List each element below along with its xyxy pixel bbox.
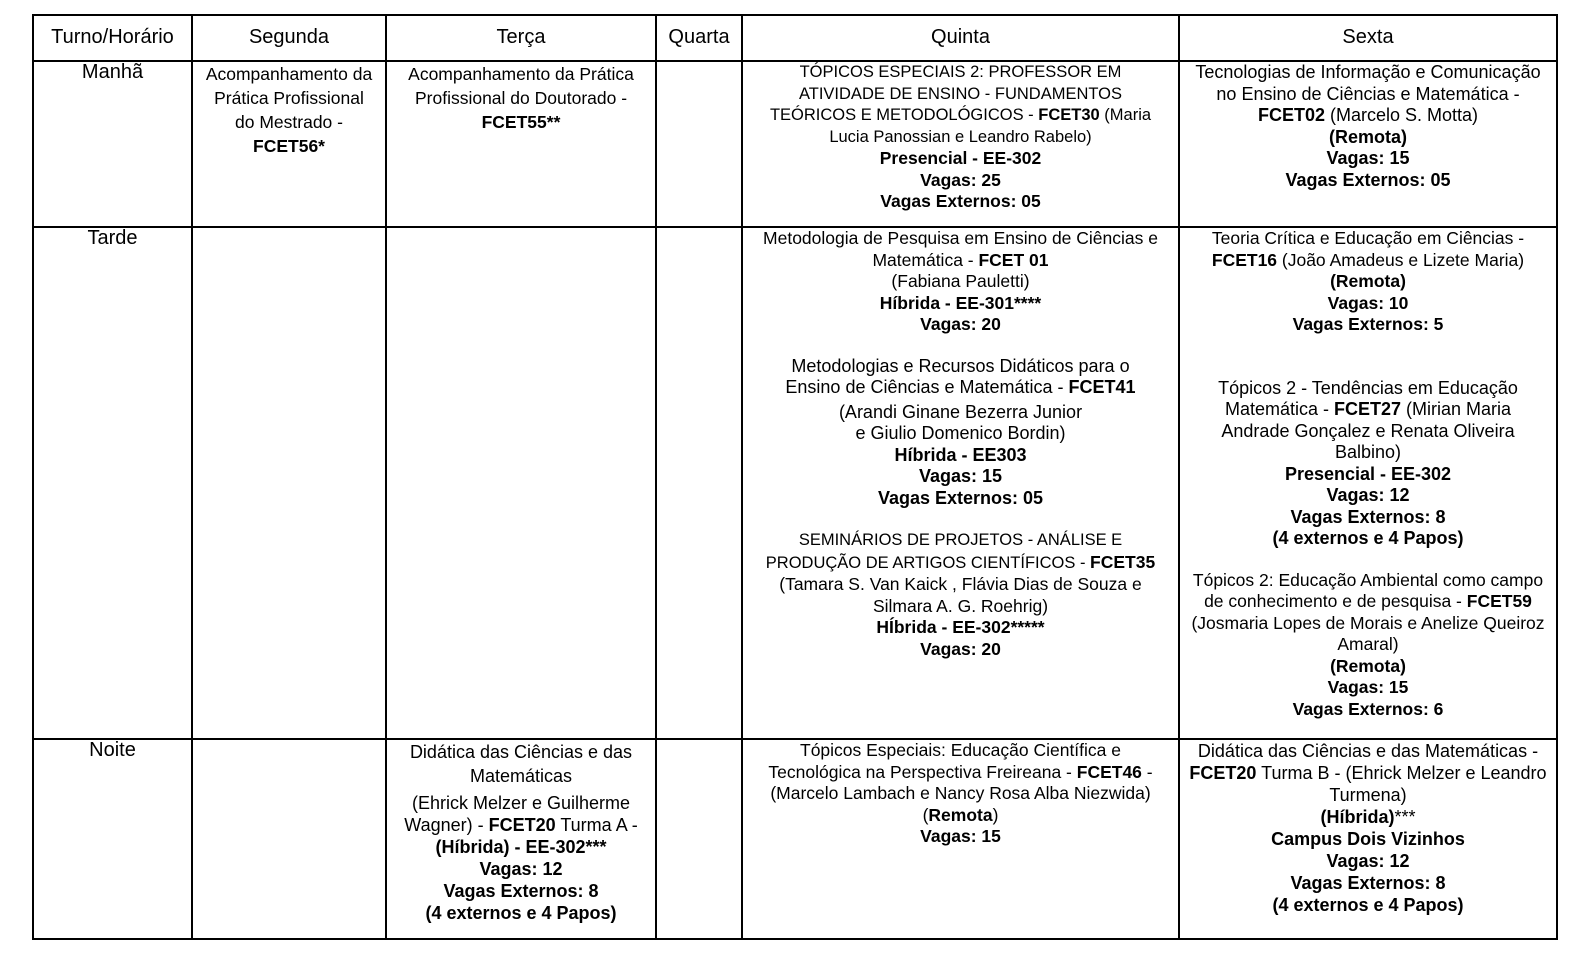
- cell-manha-segunda: [192, 61, 386, 227]
- course-vagas: Vagas: 15: [1326, 148, 1410, 168]
- course-title: Didática das Ciências e das Matemáticas: [409, 742, 633, 786]
- paren-close: ): [1400, 271, 1406, 291]
- course-modalidade: Híbrida - EE-301****: [879, 292, 1042, 313]
- course-code: FCET27: [1333, 399, 1402, 419]
- course-externos: Vagas Externos: 5: [1292, 314, 1444, 334]
- course-text: Acompanhamento da Prática Profissional do Doutorado -: [408, 64, 634, 108]
- header-row: [33, 15, 1557, 61]
- course-prof: (Ehrick Melzer e Guilherme Wagner) -: [404, 793, 631, 835]
- course-title: Metodologias e Recursos Didáticos para o Ensino de Ciências e Matemática -: [785, 355, 1130, 397]
- row-noite: [33, 739, 1557, 939]
- course-vagas: Vagas: 12: [1326, 485, 1410, 505]
- course-title: Tópicos Especiais: Educação Científica e Tecnológica na Perspectiva Freireana -: [768, 740, 1121, 782]
- course-obs: (4 externos e 4 Papos): [1272, 895, 1464, 915]
- course-code: FCET55**: [481, 112, 561, 132]
- course-title: SEMINÁRIOS DE PROJETOS - ANÁLISE E PRODUÇÃO DE ARTIGOS CIENTÍFICOS -: [765, 531, 1123, 572]
- course-block: [1190, 570, 1546, 721]
- paren-open: (: [1328, 126, 1335, 147]
- course-vagas: Vagas: 15: [1327, 677, 1409, 697]
- turno-tarde: Tarde: [33, 227, 192, 739]
- cell-manha-quarta: [656, 61, 742, 227]
- cell-noite-quarta: [656, 739, 742, 939]
- course-prof: (Marcelo S. Motta): [1324, 105, 1479, 125]
- paren-close: ): [1401, 126, 1407, 147]
- course-externos: Vagas Externos: 05: [877, 487, 1044, 508]
- course-title: TÓPICOS ESPECIAIS 2: PROFESSOR EM ATIVIDADE DE ENSINO - FUNDAMENTOS TEÓRICOS E METODOLÓGICOS -: [769, 63, 1122, 124]
- course-modalidade: Presencial - EE-302: [879, 148, 1042, 168]
- course-externos: Vagas Externos: 05: [1285, 169, 1451, 190]
- course-code: FCET59: [1466, 591, 1532, 611]
- header-terca: Terça: [386, 15, 656, 61]
- course-title: Metodologia de Pesquisa em Ensino de Ciências e Matemática -: [763, 228, 1158, 270]
- course-modalidade: Híbrida - EE303: [894, 444, 1027, 465]
- course-vagas: Vagas: 12: [1326, 851, 1410, 871]
- paren-open: (: [1330, 271, 1336, 291]
- course-title: Tópicos 2: Educação Ambiental como campo de conhecimento e de pesquisa -: [1192, 569, 1544, 611]
- cell-manha-sexta: [1179, 61, 1557, 227]
- cell-noite-segunda: [192, 739, 386, 939]
- course-code: FCET16: [1211, 249, 1278, 270]
- course-title: Tópicos 2 - Tendências em Educação Matemática -: [1218, 377, 1518, 419]
- course-externos: Vagas Externos: 8: [1290, 873, 1446, 893]
- turno-manha: Manhã: [33, 61, 192, 227]
- cell-tarde-sexta: [1179, 227, 1557, 739]
- course-code: FCET46: [1076, 761, 1142, 782]
- course-prof: - (Marcelo Lambach e Nancy Rosa Alba Niezwida): [770, 761, 1153, 803]
- schedule-table: [32, 14, 1558, 940]
- course-campus: Campus Dois Vizinhos: [1271, 829, 1465, 849]
- course-prof: (Arandi Ginane Bezerra Junior: [838, 401, 1083, 422]
- course-block: [1190, 378, 1546, 550]
- course-prof: (Maria Lucia Panossian e Leandro Rabelo): [829, 106, 1152, 146]
- course-prof: (João Amadeus e Lizete Maria): [1277, 249, 1525, 270]
- course-code: FCET35: [1090, 551, 1156, 572]
- course-code: FCET20: [1189, 763, 1257, 783]
- course-externos: Vagas Externos: 6: [1292, 698, 1444, 719]
- course-turma: Turma A -: [555, 815, 638, 835]
- course-code: FCET56*: [253, 136, 325, 156]
- header-quarta: Quarta: [656, 15, 742, 61]
- course-modalidade: (Híbrida): [1320, 807, 1395, 827]
- course-modalidade: (Híbrida) - EE-302***: [435, 837, 607, 857]
- cell-tarde-quinta: [742, 227, 1179, 739]
- course-modalidade: Remota: [928, 804, 993, 825]
- course-block: [753, 228, 1168, 336]
- row-tarde: [33, 227, 1557, 739]
- cell-manha-quinta: [742, 61, 1179, 227]
- paren-close: ): [992, 804, 999, 825]
- course-block: [1190, 228, 1546, 336]
- cell-tarde-quarta: [656, 227, 742, 739]
- course-block: [753, 529, 1168, 660]
- course-obs: (4 externos e 4 Papos): [425, 903, 617, 923]
- course-code: FCET02: [1257, 105, 1325, 125]
- header-quinta: Quinta: [742, 15, 1179, 61]
- course-title: Teoria Crítica e Educação em Ciências -: [1211, 228, 1525, 248]
- course-title: Didática das Ciências e das Matemáticas -: [1197, 741, 1539, 761]
- header-turno: Turno/Horário: [33, 15, 192, 61]
- course-prof: (Josmaria Lopes de Morais e Anelize Queiroz Amaral): [1191, 612, 1545, 654]
- course-prof: (Tamara S. Van Kaick , Flávia Dias de Souza e Silmara A. G. Roehrig): [779, 574, 1142, 616]
- course-vagas: Vagas: 20: [920, 638, 1001, 659]
- turno-noite: Noite: [33, 739, 192, 939]
- course-code: FCET 01: [978, 249, 1049, 270]
- header-segunda: Segunda: [192, 15, 386, 61]
- course-vagas: Vagas: 10: [1327, 292, 1409, 313]
- cell-noite-quinta: [742, 739, 1179, 939]
- course-prof: Turma B - (Ehrick Melzer e Leandro Turmena): [1256, 763, 1547, 805]
- cell-noite-terca: [386, 739, 656, 939]
- cell-tarde-terca: [386, 227, 656, 739]
- course-externos: Vagas Externos: 8: [443, 881, 599, 901]
- course-prof: e Giulio Domenico Bordin): [855, 423, 1066, 443]
- row-manha: [33, 61, 1557, 227]
- cell-manha-terca: [386, 61, 656, 227]
- header-sexta: Sexta: [1179, 15, 1557, 61]
- course-text: Acompanhamento da Prática Profissional do Mestrado -: [205, 64, 373, 132]
- course-obs: (4 externos e 4 Papos): [1272, 528, 1464, 548]
- course-code: FCET41: [1068, 377, 1136, 397]
- course-modalidade: Presencial - EE-302: [1284, 463, 1452, 484]
- course-code: FCET20: [488, 815, 556, 835]
- course-externos: Vagas Externos: 8: [1290, 506, 1446, 527]
- cell-tarde-segunda: [192, 227, 386, 739]
- course-externos: Vagas Externos: 05: [880, 191, 1041, 211]
- course-mod-suffix: ***: [1394, 807, 1416, 827]
- course-vagas: Vagas: 12: [479, 859, 563, 879]
- course-code: FCET30: [1038, 106, 1100, 124]
- course-vagas: Vagas: 20: [920, 314, 1001, 334]
- course-vagas: Vagas: 25: [920, 169, 1001, 190]
- course-modalidade: (Remota): [1330, 655, 1406, 676]
- course-vagas: Vagas: 15: [920, 826, 1001, 846]
- cell-noite-sexta: [1179, 739, 1557, 939]
- course-prof: (Fabiana Pauletti): [891, 271, 1030, 291]
- course-modalidade: Remota: [1335, 271, 1401, 291]
- course-vagas: Vagas: 15: [918, 466, 1003, 486]
- course-title: Tecnologias de Informação e Comunicação no Ensino de Ciências e Matemática -: [1195, 62, 1541, 104]
- course-modalidade: HÍbrida - EE-302*****: [876, 617, 1045, 637]
- course-prof: (Mirian Maria Andrade Gonçalez e Renata Oliveira Balbino): [1221, 399, 1515, 462]
- course-modalidade: Remota: [1334, 126, 1401, 147]
- course-block: [753, 356, 1168, 510]
- paren-open: (: [922, 804, 929, 825]
